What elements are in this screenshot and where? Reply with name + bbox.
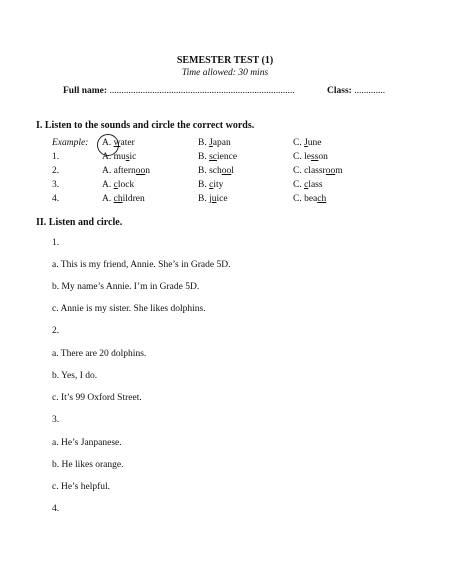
example-answer-circle [97, 134, 119, 156]
answer-option[interactable]: c. It’s 99 Oxford Street. [52, 393, 142, 403]
class-blank[interactable]: ............. [354, 86, 386, 96]
row-number: 1. [52, 152, 60, 162]
answer-option[interactable]: a. There are 20 dolphins. [52, 349, 147, 359]
answer-option[interactable]: c. Annie is my sister. She likes dolphins. [52, 304, 206, 314]
question-number: 4. [52, 504, 60, 514]
row-number: 3. [52, 180, 60, 190]
question-number: 3. [52, 415, 60, 425]
answer-option[interactable]: a. This is my friend, Annie. She’s in Grade 5D. [52, 260, 231, 270]
answer-option[interactable]: c. He’s helpful. [52, 482, 111, 492]
time-allowed: Time allowed: 30 mins [181, 68, 269, 78]
row-number: 2. [52, 166, 60, 176]
option-a[interactable]: A. afternoon [102, 166, 151, 176]
option-a[interactable]: A. music [102, 152, 137, 162]
question-number: 2. [52, 326, 60, 336]
answer-option[interactable]: b. My name’s Annie. I’m in Grade 5D. [52, 282, 200, 292]
option-c[interactable]: C. class [293, 180, 323, 190]
full-name-label: Full name: [63, 86, 108, 96]
class-label: Class: [327, 86, 352, 96]
question-number: 1. [52, 238, 60, 248]
answer-option[interactable]: b. He likes orange. [52, 460, 124, 470]
option-a[interactable]: A. children [102, 194, 145, 204]
row-number: 4. [52, 194, 60, 204]
section-1-title: I. Listen to the sounds and circle the correct words. [36, 120, 255, 131]
row-number: Example: [52, 138, 89, 148]
full-name-blank[interactable]: .............................................................................. [109, 86, 295, 96]
class-row [327, 86, 385, 96]
option-b[interactable]: B. juice [198, 194, 228, 204]
option-b[interactable]: B. city [198, 180, 224, 190]
option-b[interactable]: B. science [198, 152, 238, 162]
page-title: SEMESTER TEST (1) [176, 55, 274, 66]
choice-row [52, 194, 412, 208]
option-a[interactable]: A. water [102, 138, 135, 148]
choice-row [52, 180, 412, 194]
option-c[interactable]: C. June [293, 138, 322, 148]
answer-option[interactable]: a. He’s Janpanese. [52, 438, 122, 448]
section-2-title: II. Listen and circle. [36, 217, 123, 228]
answer-option[interactable]: b. Yes, I do. [52, 371, 98, 381]
option-c[interactable]: C. classroom [293, 166, 343, 176]
option-c[interactable]: C. lesson [293, 152, 328, 162]
option-a[interactable]: A. clock [102, 180, 135, 190]
option-c[interactable]: C. beach [293, 194, 327, 204]
choice-row [52, 166, 412, 180]
option-b[interactable]: B. school [198, 166, 234, 176]
full-name-row [63, 86, 295, 96]
option-b[interactable]: B. Japan [198, 138, 231, 148]
